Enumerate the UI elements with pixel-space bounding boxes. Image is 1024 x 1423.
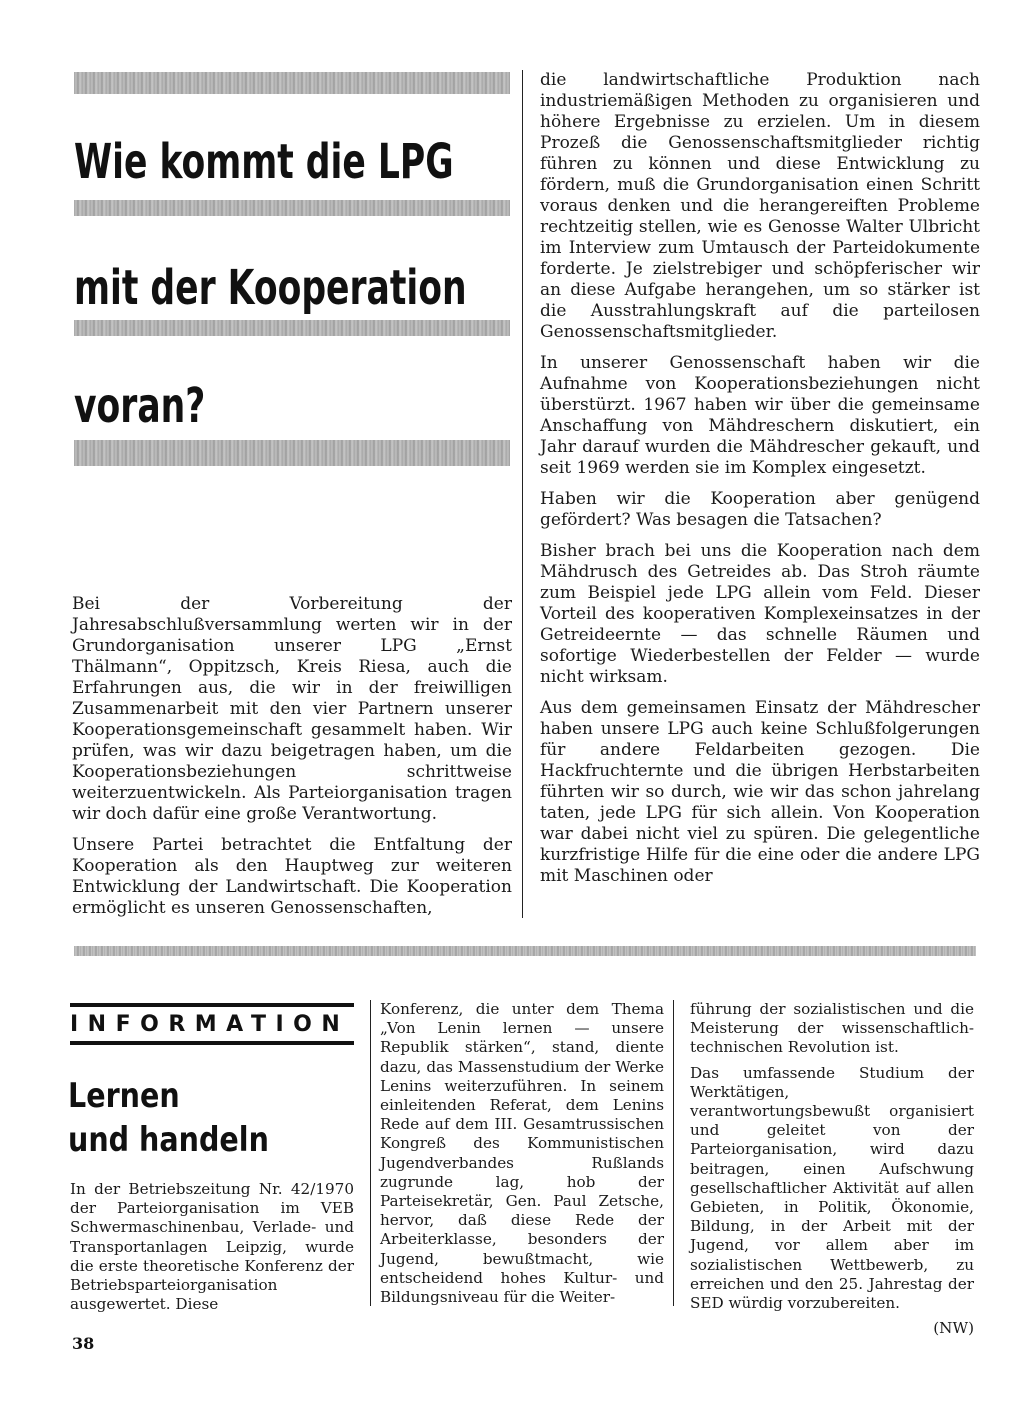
article-paragraph: Unsere Partei betrachtet die Entfaltung der Kooperation als den Hauptweg zur weiteren Entwicklung der Landwirtschaft. Die Kooperation ermöglicht es unseren Genossenschaften, (72, 835, 512, 918)
information-label: INFORMATION (70, 1012, 350, 1037)
decorative-bar-top (74, 72, 510, 94)
decorative-bar-2 (74, 200, 510, 216)
information-paragraph: Das umfassende Studium der Werktätigen, verantwortungsbewußt organisiert und geleitet von der Parteiorganisation, wird dazu beitragen, einen Aufschwung gesellschaftlicher Aktivität auf allen Gebieten, in Politik, Ökonomie, Bildung, in der Arbeit mit der Jugend, vor allem aber im sozialistischen Wettbewerb, zu erreichen und den 25. Jahrestag der SED würdig vorzubereiten. (690, 1063, 974, 1313)
section-divider-bar (74, 946, 976, 956)
column-rule-article (522, 70, 523, 918)
information-column-1 (70, 1180, 354, 1320)
information-title-line-2: und handeln (68, 1120, 269, 1160)
column-rule-info-2 (673, 1000, 674, 1306)
information-title-line-1: Lernen (68, 1076, 180, 1116)
info-rule-bottom (70, 1041, 354, 1045)
article-paragraph: Bei der Vorbereitung der Jahresabschlußversammlung werten wir in der Grundorganisation unserer LPG „Ernst Thälmann“, Oppitzsch, Kreis Riesa, auch die Erfahrungen aus, die wir in der freiwilligen Zusammenarbeit mit den vier Partnern unserer Kooperationsgemeinschaft gesammelt haben. Wir prüfen, was wir dazu beigetragen haben, um die Kooperationsbeziehungen schrittweise weiterzuentwickeln. Als Parteiorganisation tragen wir doch dafür eine große Verantwortung. (72, 594, 512, 824)
article-paragraph: die landwirtschaftliche Produktion nach industriemäßigen Methoden zu organisieren und höhere Ergebnisse zu erzielen. Um in diesem Prozeß die Genossenschaftsmitglieder richtig führen zu können und diese Entwicklung zu fördern, muß die Grundorganisation einen Schritt voraus denken und die herangereiften Probleme rechtzeitig stellen, wie es Genosse Walter Ulbricht im Interview zum Umtausch der Parteidokumente forderte. Je zielstrebiger und schöpferischer wir an diese Aufgabe herangehen, um so stärker ist die Ausstrahlungskraft auf die parteilosen Genossenschaftsmitglieder. (540, 70, 980, 342)
article-paragraph: Bisher brach bei uns die Kooperation nach dem Mähdrusch des Getreides ab. Das Stroh räumte zum Beispiel jede LPG allein vom Feld. Dieser Vorteil des kooperativen Komplexeinsatzes in der Getreideernte — das schnelle Räumen und sofortige Wiederbestellen der Felder — wurde nicht wirksam. (540, 541, 980, 687)
information-column-2 (380, 1000, 664, 1313)
author-signature: (NW) (933, 1319, 974, 1338)
info-rule-top (70, 1003, 354, 1007)
information-paragraph: führung der sozialistischen und die Meisterung der wissenschaftlich-technischen Revolution ist. (690, 1000, 974, 1057)
article-paragraph: Aus dem gemeinsamen Einsatz der Mähdrescher haben unsere LPG auch keine Schlußfolgerungen für andere Feldarbeiten gezogen. Die Hackfruchternte und die übrigen Herbstarbeiten führten wir so durch, wie wir das schon jahrelang taten, jede LPG für sich allein. Von Kooperation war dabei nicht viel zu spüren. Die gelegentliche kurzfristige Hilfe für die eine oder die andere LPG mit Maschinen oder (540, 698, 980, 886)
information-title (68, 1074, 320, 1162)
information-paragraph: In der Betriebszeitung Nr. 42/1970 der Parteiorganisation im VEB Schwermaschinenbau, Verlade- und Transportanlagen Leipzig, wurde die erste theoretische Konferenz der Betriebsparteiorganisation ausgewertet. Diese (70, 1180, 354, 1314)
headline-line-2: mit der Kooperation (74, 260, 467, 316)
headline-line-3: voran? (74, 378, 206, 434)
decorative-bar-3 (74, 320, 510, 336)
column-rule-info-1 (370, 1000, 371, 1306)
article-paragraph: Haben wir die Kooperation aber genügend gefördert? Was besagen die Tatsachen? (540, 489, 980, 530)
article-left-column (72, 594, 512, 929)
article-right-column (540, 70, 980, 897)
article-paragraph: In unserer Genossenschaft haben wir die Aufnahme von Kooperationsbeziehungen nicht überstürzt. 1967 haben wir über die gemeinsame Anschaffung von Mähdreschern diskutiert, ein Jahr darauf wurden die Mähdrescher gekauft, und seit 1969 werden sie im Komplex eingesetzt. (540, 353, 980, 478)
headline-line-1: Wie kommt die LPG (74, 134, 454, 190)
decorative-bar-4 (74, 440, 510, 466)
information-paragraph: Konferenz, die unter dem Thema „Von Lenin lernen — unsere Republik stärken“, stand, diente dazu, das Massenstudium der Werke Lenins weiterzuführen. In seinem einleitenden Referat, dem Lenins Rede auf dem III. Gesamtrussischen Kongreß des Kommunistischen Jugendverbandes Rußlands zugrunde lag, hob der Parteisekretär, Gen. Paul Zetsche, hervor, daß diese Rede der Arbeiterklasse, besonders der Jugend, bewußtmacht, wie entscheidend hohes Kultur- und Bildungsniveau für die Weiter- (380, 1000, 664, 1307)
information-column-3 (690, 1000, 974, 1344)
page-number: 38 (72, 1334, 95, 1353)
